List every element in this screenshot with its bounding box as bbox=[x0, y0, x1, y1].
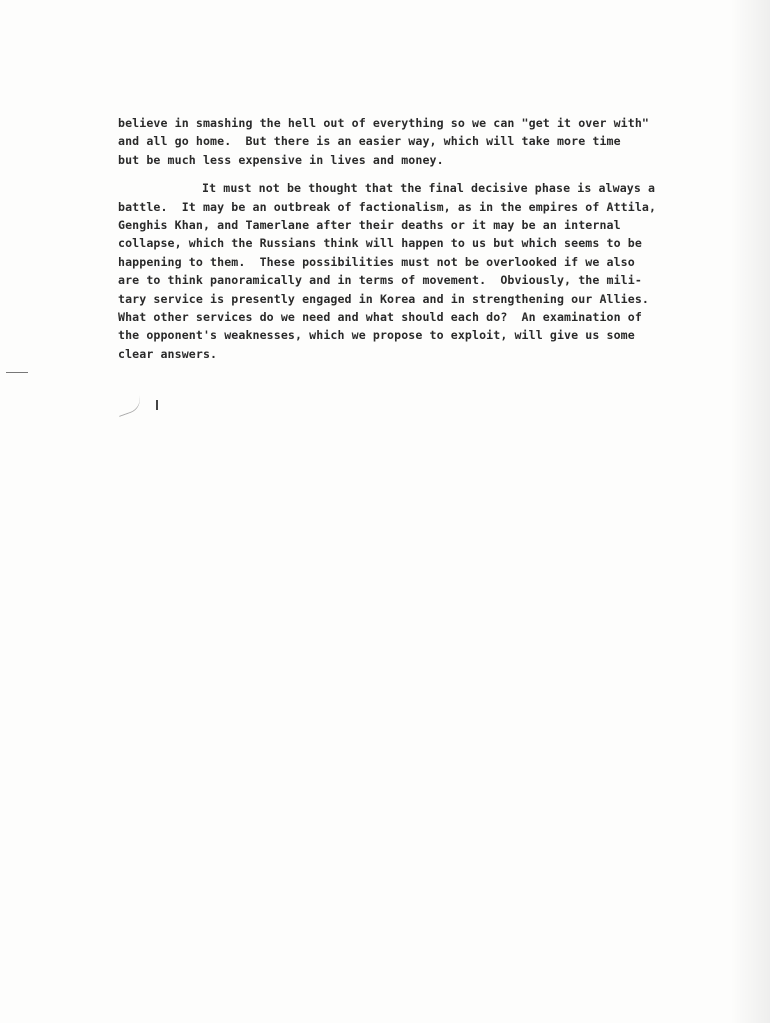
text-line: collapse, which the Russians think will happen to us but which seems to be bbox=[118, 236, 642, 251]
stray-pencil-mark bbox=[114, 394, 144, 417]
text-line: believe in smashing the hell out of everything so we can "get it over with" bbox=[118, 116, 650, 130]
paragraph-gap bbox=[118, 169, 718, 179]
stray-ink-tick bbox=[156, 400, 158, 410]
margin-mark bbox=[6, 372, 28, 373]
text-line: and all go home. But there is an easier way, which will take more time bbox=[118, 134, 621, 149]
text-line: happening to them. These possibilities must not be overlooked if we also bbox=[118, 254, 635, 269]
text-line: but be much less expensive in lives and money. bbox=[118, 152, 444, 167]
text-line: Genghis Khan, and Tamerlane after their deaths or it may be an internal bbox=[118, 218, 621, 233]
text-line: are to think panoramically and in terms of movement. Obviously, the mili- bbox=[118, 273, 642, 288]
text-line: tary service is presently engaged in Korea and in strengthening our Allies. bbox=[118, 291, 650, 306]
text-line: battle. It may be an outbreak of factionalism, as in the empires of Attila, bbox=[118, 199, 657, 214]
text-line: clear answers. bbox=[118, 346, 218, 361]
typed-text-block bbox=[118, 114, 718, 363]
text-line: the opponent's weaknesses, which we propose to exploit, will give us some bbox=[118, 328, 635, 343]
text-line: What other services do we need and what should each do? An examination of bbox=[118, 310, 642, 325]
text-line: It must not be thought that the final decisive phase is always a bbox=[202, 181, 656, 196]
